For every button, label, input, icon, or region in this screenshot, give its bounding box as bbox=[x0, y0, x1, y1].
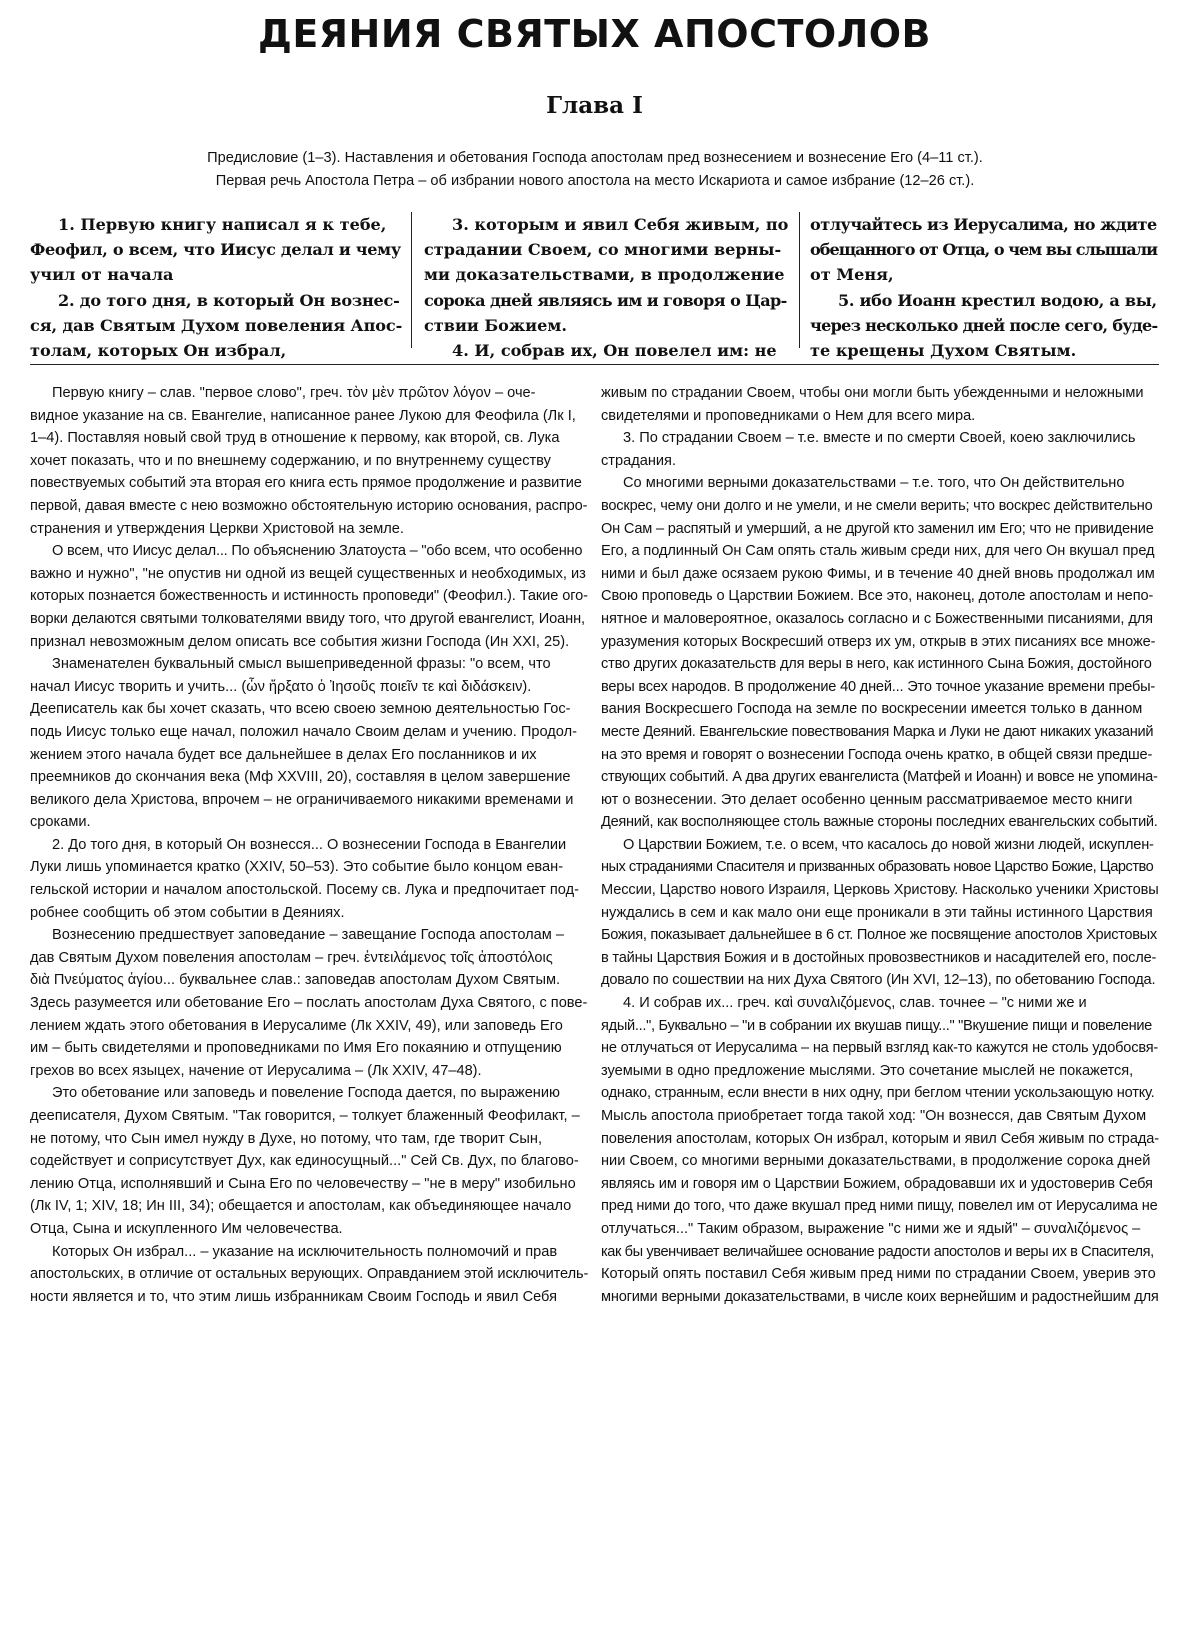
commentary-line: уразумения которых Воскресший отверз их ум, открыв в этих писаниях все множе- bbox=[601, 633, 1156, 650]
commentary-line: Мысль апостола приобретает тогда такой ход: "Он вознесся, дав Святым Духом bbox=[601, 1108, 1147, 1124]
verse-column-2 bbox=[416, 212, 796, 361]
commentary-line: Первую книгу – слав. "первое слово", греч. τὸν μὲν πρῶτον λόγον – оче- bbox=[52, 385, 536, 401]
verse-line: ствии Божием. bbox=[424, 315, 567, 335]
commentary-line: ствующих событий. А два других евангелиста (Матфей и Иоанн) и вовсе не упомина- bbox=[601, 769, 1158, 786]
commentary-line: нуждались в сем и как мало они еще проникали в эти тайны истинного Царствия bbox=[601, 904, 1153, 921]
commentary-line: содействует и соприсутствует Дух, как единосущный..." Сей Св. Дух, по благово- bbox=[30, 1153, 579, 1170]
commentary-line: как бы увенчивает величайшее основание радости апостолов и веры их в Спасителя, bbox=[601, 1243, 1154, 1260]
verse-line: учил от начала bbox=[30, 265, 174, 285]
summary-line: Первая речь Апостола Петра – об избрании нового апостола на место Искариота и самое избрание (12–26 ст.). bbox=[215, 173, 975, 189]
verse-line: 3. которым и явил Себя живым, по bbox=[452, 215, 789, 234]
verse-column-1 bbox=[30, 212, 408, 361]
summary-line: Предисловие (1–3). Наставления и обетования Господа апостолам пред вознесением и вознесение Его (4–11 ст.). bbox=[207, 150, 983, 166]
commentary-line: воскрес, чему они долго и не умели, и не смели верить; что воскрес действительно bbox=[601, 497, 1153, 514]
commentary-line: Которых Он избрал... – указание на исключительность полномочий и прав bbox=[52, 1243, 558, 1260]
commentary-line: на это время и говорят о вознесении Господа очень кратко, в общей связи предше- bbox=[601, 746, 1153, 763]
commentary-line: Мессии, Царство нового Израиля, Церковь Христову. Насколько ученики Христовы bbox=[601, 882, 1159, 899]
commentary-line: ных страданиями Спасителя и призванных образовать новое Царство Божие, Царство bbox=[601, 859, 1154, 876]
commentary-line: им – быть свидетелями и проповедниками по Имя Его покаянию и отпущению bbox=[30, 1040, 562, 1057]
chapter-heading: Глава I bbox=[546, 92, 643, 119]
commentary-line: ют о вознесении. Это делает особенно ценным рассматриваемое место книги bbox=[601, 791, 1133, 808]
commentary-line: хочет показать, что и по внешнему содержанию, и по внутреннему существу bbox=[30, 452, 551, 469]
commentary-line: вания Воскресшего Господа на земле по воскресении имеется только в данном bbox=[601, 701, 1143, 718]
commentary-line: важно и нужно", "не опустив ни одной из вещей существенных и необходимых, из bbox=[30, 565, 586, 582]
commentary-line: отлучаться..." Таким образом, выражение "с ними же и ядый" – συναλιζόμενος – bbox=[601, 1220, 1141, 1237]
commentary-line: Это обетование или заповедь и повеление Господа дается, по выражению bbox=[52, 1085, 560, 1102]
verse-line: через несколько дней после сего, буде- bbox=[810, 315, 1158, 335]
commentary-line: лению Отца, исполнявший и Сына Его по человечеству – "не в меру" изобильно bbox=[30, 1175, 576, 1192]
commentary-line: начал Иисус творить и учить... (ὧν ἤρξατο ὁ Ἰησοῦς ποιεῖν τε καὶ διδάσκειν). bbox=[30, 678, 532, 695]
commentary-line: (Лк IV, 1; XIV, 18; Ин III, 34); обещается и апостолам, как объединяющее начало bbox=[30, 1198, 572, 1215]
verse-line: от Меня, bbox=[810, 265, 894, 285]
commentary-column-right bbox=[601, 382, 1159, 1308]
verse-line: Феофил, о всем, что Иисус делал и чему bbox=[30, 240, 401, 260]
commentary-line: повествуемых событий эта вторая его книга есть прямое продолжение и развитие bbox=[30, 475, 582, 492]
commentary-line: лением ждать этого обетования в Иерусалиме (Лк XXIV, 49), или заповедь Его bbox=[30, 1017, 563, 1034]
commentary-line: пред ними до того, что даже вкушал пред ними пищу, повелел им от Иерусалима не bbox=[601, 1198, 1158, 1215]
book-title: ДЕЯНИЯ СВЯТЫХ АПОСТОЛОВ bbox=[257, 12, 932, 56]
commentary-line: первой, давая вместе с нею возможно обстоятельную историю основания, распро- bbox=[30, 497, 588, 514]
column-divider bbox=[411, 212, 412, 348]
verse-line: толам, которых Он избрал, bbox=[30, 341, 287, 361]
commentary-line: которых познается божественность и истинность проповеди" (Феофил.). Такие ого- bbox=[30, 588, 588, 605]
commentary-line: Со многими верными доказательствами – т.е. того, что Он действительно bbox=[623, 475, 1125, 492]
commentary-line: Отца, Сына и искупленного Им человечества. bbox=[30, 1220, 343, 1237]
commentary-line: Вознесению предшествует заповедание – завещание Господа апостолам – bbox=[52, 927, 564, 944]
commentary-line: видное указание на св. Евангелие, написанное ранее Лукою для Феофила (Лк I, bbox=[30, 407, 576, 424]
commentary-line: месте Деяний. Евангельские повествования Марка и Луки не дают никаких указаний bbox=[601, 723, 1154, 740]
verse-line: 5. ибо Иоанн крестил водою, а вы, bbox=[838, 290, 1157, 310]
commentary-line: дееписателя, Духом Святым. "Так говорится, – толкует блаженный Феофилакт, – bbox=[30, 1108, 580, 1124]
commentary-line: великого дела Христова, впрочем – не ограничиваемого никакими временами и bbox=[30, 791, 574, 808]
commentary-line: сроками. bbox=[30, 814, 91, 831]
verse-line: те крещены Духом Святым. bbox=[810, 341, 1077, 361]
verse-line: 1. Первую книгу написал я к тебе, bbox=[58, 215, 387, 234]
verse-line: страдании Своем, со многими верны- bbox=[424, 240, 782, 260]
commentary-line: свидетелями и проповедниками о Нем для всего мира. bbox=[601, 407, 976, 424]
commentary-line: апостольских, в отличие от остальных верующих. Оправданием этой исключитель- bbox=[30, 1266, 588, 1283]
commentary-line: Который опять поставил Себя живым пред ними по страдании Своем, уверив это bbox=[601, 1266, 1156, 1283]
commentary-line: живым по страдании Своем, чтобы они могли быть убежденными и неложными bbox=[601, 385, 1144, 401]
commentary-line: в тайны Царствия Божия и в достойных провозвестников и насадителей его, после- bbox=[601, 949, 1157, 966]
commentary-line: ними и был даже осязаем рукою Фимы, и в течение 40 дней вновь продолжал им bbox=[601, 565, 1155, 582]
commentary-line: робнее сообщить об этом событии в Деяниях. bbox=[30, 904, 345, 921]
commentary-line: страдания. bbox=[601, 452, 677, 469]
commentary-line: странения и утверждения Церкви Христовой на земле. bbox=[30, 520, 404, 537]
commentary-line: Деяний, как восполняющее столь важные стороны последних евангельских событий. bbox=[601, 814, 1158, 831]
commentary-line: зуемыми в одно предложение мыслями. Это сочетание мыслей не покажется, bbox=[601, 1062, 1134, 1079]
commentary-line: не отлучаться от Иерусалима – на первый взгляд как-то кажутся не столь удобосвя- bbox=[601, 1040, 1159, 1057]
commentary-line: веры всех народов. В продолжение 40 дней... Это точное указание времени пребы- bbox=[601, 678, 1156, 695]
commentary-line: Он Сам – распятый и умерший, а не другой кто заменил им Его; что не привидение bbox=[601, 520, 1154, 537]
commentary-line: Знаменателен буквальный смысл вышеприведенной фразы: "о всем, что bbox=[52, 656, 551, 673]
commentary-line: ворки делаются святыми толкователями ввиду того, что другой евангелист, Иоанн, bbox=[30, 610, 586, 627]
commentary-line: нятное и маловероятное, оказалось согласно и с Божественными писаниями, для bbox=[601, 610, 1153, 627]
commentary-line: О Царствии Божием, т.е. о всем, что касалось до новой жизни людей, искуплен- bbox=[623, 836, 1154, 853]
commentary-line: преемников до скончания века (Мф XXVIII, 20), составляя в целом завершение bbox=[30, 769, 571, 786]
commentary-line: Луки лишь упоминается кратко (XXIV, 50–53). Это событие было концом еван- bbox=[30, 859, 564, 876]
commentary-line: ство других доказательств для веры в него, как истинного Сына Божия, достойного bbox=[601, 656, 1152, 673]
scripture-verses bbox=[30, 212, 1159, 361]
commentary-line: не потому, что Сын имел нужду в Духе, но потому, что там, где творит Сын, bbox=[30, 1130, 543, 1147]
commentary-line: нии Своем, со многими верными доказательствами, в продолжение сорока дней bbox=[601, 1153, 1151, 1170]
commentary-line: 4. И собрав их... греч. καὶ συναλιζόμενος, слав. точнее – "с ними же и bbox=[623, 995, 1087, 1012]
commentary-line: О всем, что Иисус делал... По объяснению Златоуста – "обо всем, что особенно bbox=[52, 543, 583, 560]
verse-line: ся, дав Святым Духом повеления Апос- bbox=[30, 315, 403, 335]
commentary-line: Свою проповедь о Царствии Божием. Все это, наконец, дотоле апостолам и непо- bbox=[601, 588, 1154, 605]
commentary-line: Здесь разумеется или обетование Его – послать апостолам Духа Святого, с пове- bbox=[30, 995, 588, 1012]
column-divider bbox=[799, 212, 800, 348]
commentary-line: многими верными доказательствами, в числе коих вернейшим и радостнейшим для bbox=[601, 1288, 1159, 1305]
verse-line: обещанного от Отца, о чем вы слышали bbox=[810, 240, 1158, 260]
verse-line: ми доказательствами, в продолжение bbox=[424, 265, 785, 285]
chapter-summary bbox=[170, 147, 1020, 193]
verse-line: 2. до того дня, в который Он вознес- bbox=[58, 290, 400, 310]
commentary-line: однако, странным, если внести в них одну, при беглом чтении ускользающую нотку. bbox=[601, 1085, 1155, 1102]
commentary-line: довало по сошествии на них Духа Святого (Ин XVI, 12–13), по обетованию Господа. bbox=[601, 972, 1156, 989]
commentary-line: ности является и то, что этим лишь избранникам Своим Господь и явил Себя bbox=[30, 1288, 557, 1305]
commentary-line: Его, а подлинный Он Сам опять сталь живым среди них, для чего Он вкушал пред bbox=[601, 543, 1155, 560]
commentary-line: διὰ Πνεύματος ἁγίου... буквальнее слав.: заповедав апостолам Духом Святым. bbox=[30, 972, 561, 989]
section-divider bbox=[30, 364, 1159, 365]
commentary-line: 2. До того дня, в который Он вознесся... О вознесении Господа в Евангелии bbox=[52, 836, 567, 853]
commentary-line: дав Святым Духом повеления апостолам – греч. ἐντειλάμενος τοῖς ἀποστόλοις bbox=[30, 949, 553, 966]
commentary-line: Божия, показывает дальнейшее в 6 ст. Полное же посвящение апостолов Христовых bbox=[601, 927, 1157, 944]
verse-line: отлучайтесь из Иерусалима, но ждите bbox=[810, 215, 1157, 234]
commentary-line: Дееписатель как бы хочет сказать, что всею своею земною деятельностью Гос- bbox=[30, 701, 571, 718]
commentary-line: признал невозможным делом описать все события жизни Господа (Ин XXI, 25). bbox=[30, 633, 570, 650]
commentary-line: жением этого начала будет все дальнейшее в делах Его посланников и их bbox=[30, 746, 537, 763]
commentary-column-left bbox=[30, 382, 588, 1308]
verse-column-3 bbox=[804, 212, 1159, 361]
commentary-line: 3. По страдании Своем – т.е. вместе и по смерти Своей, коею заключились bbox=[623, 430, 1136, 447]
commentary-line: повеления апостолам, которых Он избрал, которым и явил Себя живым по страда- bbox=[601, 1130, 1159, 1147]
verse-line: сорока дней являясь им и говоря о Цар- bbox=[424, 290, 787, 310]
commentary-line: являясь им и говоря им о Царствии Божием, обрадовавши их и удостоверив Себя bbox=[601, 1175, 1153, 1192]
commentary-line: грехов во всех языцех, начение от Иерусалима – (Лк XXIV, 47–48). bbox=[30, 1062, 482, 1079]
commentary-line: гельской истории и началом апостольской. Посему св. Лука и предпочитает под- bbox=[30, 882, 579, 899]
commentary-line: 1–4). Поставляя новый свой труд в отношение к первому, как второй, св. Лука bbox=[30, 430, 560, 447]
verse-line: 4. И, собрав их, Он повелел им: не bbox=[452, 341, 777, 361]
commentary-line: ядый...", Буквально – "и в собрании их вкушав пищу..." "Вкушение пищи и повеление bbox=[601, 1017, 1152, 1034]
commentary-line: подь Иисус только еще начал, положил начало Своим делам и учению. Продол- bbox=[30, 723, 577, 740]
